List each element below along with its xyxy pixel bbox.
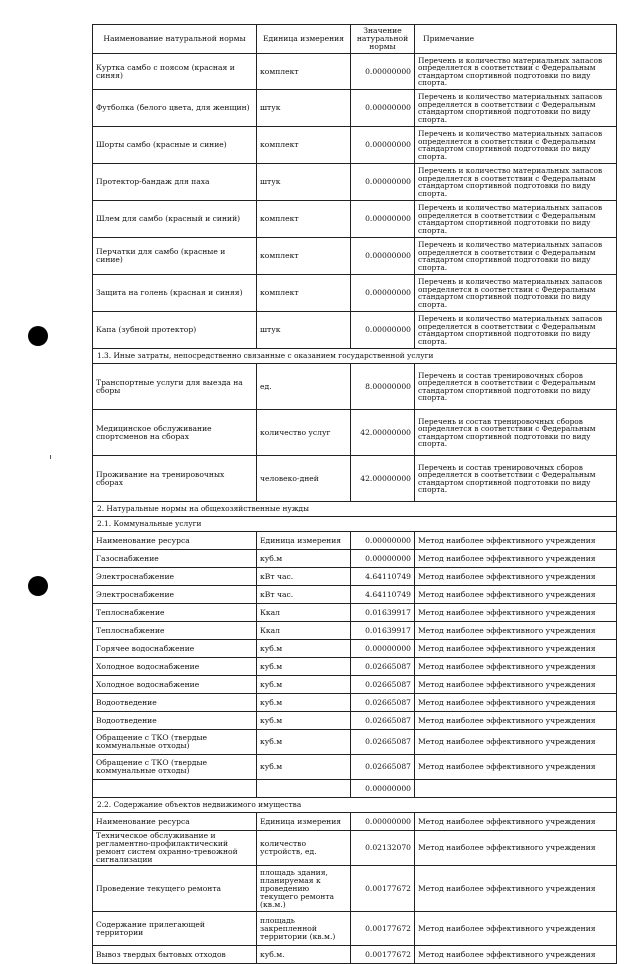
row-note: Метод наиболее эффективного учреждения bbox=[415, 586, 617, 604]
row-value: 0.02665087 bbox=[351, 694, 415, 712]
row-name: Наименование ресурса bbox=[93, 532, 257, 550]
table-row bbox=[93, 730, 617, 755]
row-note: Метод наиболее эффективного учреждения bbox=[415, 755, 617, 780]
row-name: Защита на голень (красная и синяя) bbox=[93, 275, 257, 312]
row-unit: комплект bbox=[257, 54, 351, 90]
row-value: 0.02665087 bbox=[351, 730, 415, 755]
row-name: Футболка (белого цвета, для женщин) bbox=[93, 90, 257, 127]
row-value: 0.02665087 bbox=[351, 712, 415, 730]
table-row bbox=[93, 90, 617, 127]
row-value: 42.00000000 bbox=[351, 410, 415, 456]
row-name: Водоотведение bbox=[93, 712, 257, 730]
table-row bbox=[93, 622, 617, 640]
row-value: 0.00000000 bbox=[351, 164, 415, 201]
row-value: 0.00000000 bbox=[351, 813, 415, 831]
row-value: 0.00000000 bbox=[351, 640, 415, 658]
row-value: 0.00000000 bbox=[351, 238, 415, 275]
row-note: Метод наиболее эффективного учреждения bbox=[415, 813, 617, 831]
row-unit: Ккал bbox=[257, 604, 351, 622]
row-value: 0.00000000 bbox=[351, 201, 415, 238]
row-value: 0.02665087 bbox=[351, 658, 415, 676]
row-unit: кВт час. bbox=[257, 586, 351, 604]
row-name: Теплоснабжение bbox=[93, 622, 257, 640]
row-value: 0.00000000 bbox=[351, 127, 415, 164]
row-name: Вывоз твердых бытовых отходов bbox=[93, 946, 257, 964]
row-value: 4.64110749 bbox=[351, 586, 415, 604]
table-row bbox=[93, 364, 617, 410]
row-unit: комплект bbox=[257, 127, 351, 164]
row-note: Метод наиболее эффективного учреждения bbox=[415, 946, 617, 964]
table-row bbox=[93, 568, 617, 586]
table-row bbox=[93, 946, 617, 964]
row-name: Шлем для самбо (красный и синий) bbox=[93, 201, 257, 238]
row-note: Метод наиболее эффективного учреждения bbox=[415, 658, 617, 676]
row-unit: куб.м bbox=[257, 550, 351, 568]
table-row bbox=[93, 658, 617, 676]
section-heading: 2.1. Коммунальные услуги bbox=[93, 517, 617, 532]
row-name: Электроснабжение bbox=[93, 568, 257, 586]
row-value: 0.00000000 bbox=[351, 312, 415, 349]
table-row bbox=[93, 640, 617, 658]
row-name: Содержание прилегающей территории bbox=[93, 912, 257, 946]
punch-hole-mark bbox=[28, 326, 48, 346]
row-note: Перечень и количество материальных запасов определяется в соответствии с Федеральным стандартом спортивной подготовки по виду спорта. bbox=[415, 54, 617, 90]
row-unit: ед. bbox=[257, 364, 351, 410]
row-name bbox=[93, 780, 257, 798]
row-unit: куб.м bbox=[257, 730, 351, 755]
section-row bbox=[93, 349, 617, 364]
row-note: Метод наиболее эффективного учреждения bbox=[415, 604, 617, 622]
header-value: Значение натуральной нормы bbox=[351, 25, 415, 54]
row-unit: штук bbox=[257, 164, 351, 201]
table-row bbox=[93, 831, 617, 866]
table-row bbox=[93, 604, 617, 622]
row-name: Наименование ресурса bbox=[93, 813, 257, 831]
row-note: Перечень и количество материальных запасов определяется в соответствии с Федеральным стандартом спортивной подготовки по виду спорта. bbox=[415, 312, 617, 349]
row-unit: комплект bbox=[257, 238, 351, 275]
row-note: Метод наиболее эффективного учреждения bbox=[415, 730, 617, 755]
row-unit: Единица измерения bbox=[257, 813, 351, 831]
table-row bbox=[93, 550, 617, 568]
section-heading: 1.3. Иные затраты, непосредственно связанные с оказанием государственной услуги bbox=[93, 349, 617, 364]
row-note: Перечень и состав тренировочных сборов определяется в соответствии с Федеральным стандартом спортивной подготовки по виду спорта. bbox=[415, 364, 617, 410]
row-unit: площадь здания, планируемая к проведению текущего ремонта (кв.м.) bbox=[257, 866, 351, 912]
table-row bbox=[93, 676, 617, 694]
row-name: Медицинское обслуживание спортсменов на сборах bbox=[93, 410, 257, 456]
table-row bbox=[93, 532, 617, 550]
table-row bbox=[93, 164, 617, 201]
section-row bbox=[93, 798, 617, 813]
row-note: Метод наиболее эффективного учреждения bbox=[415, 694, 617, 712]
row-note: Метод наиболее эффективного учреждения bbox=[415, 912, 617, 946]
row-note: Перечень и состав тренировочных сборов определяется в соответствии с Федеральным стандартом спортивной подготовки по виду спорта. bbox=[415, 456, 617, 502]
row-unit: комплект bbox=[257, 201, 351, 238]
row-note: Перечень и количество материальных запасов определяется в соответствии с Федеральным стандартом спортивной подготовки по виду спорта. bbox=[415, 164, 617, 201]
row-unit: куб.м bbox=[257, 676, 351, 694]
row-value: 8.00000000 bbox=[351, 364, 415, 410]
row-name: Водоотведение bbox=[93, 694, 257, 712]
table-row bbox=[93, 127, 617, 164]
table-row bbox=[93, 275, 617, 312]
row-note: Метод наиболее эффективного учреждения bbox=[415, 676, 617, 694]
row-value: 0.00000000 bbox=[351, 54, 415, 90]
row-name: Обращение с ТКО (твердые коммунальные отходы) bbox=[93, 730, 257, 755]
punch-hole-mark bbox=[28, 576, 48, 596]
row-unit: куб.м bbox=[257, 658, 351, 676]
table-row bbox=[93, 201, 617, 238]
row-unit: куб.м bbox=[257, 755, 351, 780]
row-name: Куртка самбо с поясом (красная и синяя) bbox=[93, 54, 257, 90]
row-note bbox=[415, 780, 617, 798]
norms-table bbox=[92, 24, 617, 964]
row-name: Протектор-бандаж для паха bbox=[93, 164, 257, 201]
row-unit: комплект bbox=[257, 275, 351, 312]
row-name: Теплоснабжение bbox=[93, 604, 257, 622]
row-note: Перечень и количество материальных запасов определяется в соответствии с Федеральным стандартом спортивной подготовки по виду спорта. bbox=[415, 275, 617, 312]
row-value: 0.02665087 bbox=[351, 676, 415, 694]
row-note: Перечень и количество материальных запасов определяется в соответствии с Федеральным стандартом спортивной подготовки по виду спорта. bbox=[415, 201, 617, 238]
row-unit: куб.м bbox=[257, 694, 351, 712]
row-unit: куб.м bbox=[257, 712, 351, 730]
table-row bbox=[93, 54, 617, 90]
row-name: Горячее водоснабжение bbox=[93, 640, 257, 658]
row-name: Капа (зубной протектор) bbox=[93, 312, 257, 349]
row-unit: штук bbox=[257, 90, 351, 127]
row-name: Шорты самбо (красные и синие) bbox=[93, 127, 257, 164]
table-row bbox=[93, 813, 617, 831]
row-note: Перечень и количество материальных запасов определяется в соответствии с Федеральным стандартом спортивной подготовки по виду спорта. bbox=[415, 127, 617, 164]
header-name: Наименование натуральной нормы bbox=[93, 25, 257, 54]
row-value: 0.01639917 bbox=[351, 622, 415, 640]
row-name: Холодное водоснабжение bbox=[93, 676, 257, 694]
row-note: Метод наиболее эффективного учреждения bbox=[415, 831, 617, 866]
row-value: 0.00177672 bbox=[351, 912, 415, 946]
table-row bbox=[93, 586, 617, 604]
table-row bbox=[93, 912, 617, 946]
row-unit: кВт час. bbox=[257, 568, 351, 586]
row-value: 0.00000000 bbox=[351, 275, 415, 312]
table-row-total bbox=[93, 780, 617, 798]
table-row bbox=[93, 410, 617, 456]
row-value: 0.00000000 bbox=[351, 780, 415, 798]
row-note: Метод наиболее эффективного учреждения bbox=[415, 550, 617, 568]
row-name: Проживание на тренировочных сборах bbox=[93, 456, 257, 502]
row-unit: человеко-дней bbox=[257, 456, 351, 502]
row-value: 0.00000000 bbox=[351, 90, 415, 127]
row-unit: штук bbox=[257, 312, 351, 349]
row-unit: куб.м. bbox=[257, 946, 351, 964]
row-value: 0.00177672 bbox=[351, 946, 415, 964]
row-value: 0.00000000 bbox=[351, 550, 415, 568]
row-note: Метод наиболее эффективного учреждения bbox=[415, 712, 617, 730]
table-row bbox=[93, 712, 617, 730]
row-value: 42.00000000 bbox=[351, 456, 415, 502]
table-header-row bbox=[93, 25, 617, 54]
row-unit: количество устройств, ед. bbox=[257, 831, 351, 866]
section-row bbox=[93, 502, 617, 517]
row-note: Метод наиболее эффективного учреждения bbox=[415, 532, 617, 550]
table-row bbox=[93, 312, 617, 349]
row-unit: куб.м bbox=[257, 640, 351, 658]
row-note: Перечень и состав тренировочных сборов определяется в соответствии с Федеральным стандартом спортивной подготовки по виду спорта. bbox=[415, 410, 617, 456]
scan-mark bbox=[50, 455, 51, 459]
header-unit: Единица измерения bbox=[257, 25, 351, 54]
row-name: Проведение текущего ремонта bbox=[93, 866, 257, 912]
row-unit: Единица измерения bbox=[257, 532, 351, 550]
table-row bbox=[93, 694, 617, 712]
row-unit bbox=[257, 780, 351, 798]
row-name: Транспортные услуги для выезда на сборы bbox=[93, 364, 257, 410]
table-row bbox=[93, 238, 617, 275]
row-note: Перечень и количество материальных запасов определяется в соответствии с Федеральным стандартом спортивной подготовки по виду спорта. bbox=[415, 90, 617, 127]
section-row bbox=[93, 517, 617, 532]
row-unit: количество услуг bbox=[257, 410, 351, 456]
row-value: 0.02665087 bbox=[351, 755, 415, 780]
table-row bbox=[93, 755, 617, 780]
row-name: Перчатки для самбо (красные и синие) bbox=[93, 238, 257, 275]
row-value: 4.64110749 bbox=[351, 568, 415, 586]
row-note: Метод наиболее эффективного учреждения bbox=[415, 866, 617, 912]
row-unit: Ккал bbox=[257, 622, 351, 640]
row-value: 0.00000000 bbox=[351, 532, 415, 550]
row-note: Метод наиболее эффективного учреждения bbox=[415, 568, 617, 586]
row-value: 0.02132070 bbox=[351, 831, 415, 866]
row-value: 0.00177672 bbox=[351, 866, 415, 912]
header-note: Примечание bbox=[415, 25, 617, 54]
row-name: Обращение с ТКО (твердые коммунальные отходы) bbox=[93, 755, 257, 780]
row-name: Газоснабжение bbox=[93, 550, 257, 568]
row-unit: площадь закрепленной территории (кв.м.) bbox=[257, 912, 351, 946]
section-heading: 2. Натуральные нормы на общехозяйственные нужды bbox=[93, 502, 617, 517]
row-note: Метод наиболее эффективного учреждения bbox=[415, 640, 617, 658]
row-name: Холодное водоснабжение bbox=[93, 658, 257, 676]
row-value: 0.01639917 bbox=[351, 604, 415, 622]
row-note: Метод наиболее эффективного учреждения bbox=[415, 622, 617, 640]
row-name: Техническое обслуживание и регламентно-профилактический ремонт систем охранно-тревожной сигнализации bbox=[93, 831, 257, 866]
row-name: Электроснабжение bbox=[93, 586, 257, 604]
row-note: Перечень и количество материальных запасов определяется в соответствии с Федеральным стандартом спортивной подготовки по виду спорта. bbox=[415, 238, 617, 275]
section-heading: 2.2. Содержание объектов недвижимого имущества bbox=[93, 798, 617, 813]
table-row bbox=[93, 456, 617, 502]
